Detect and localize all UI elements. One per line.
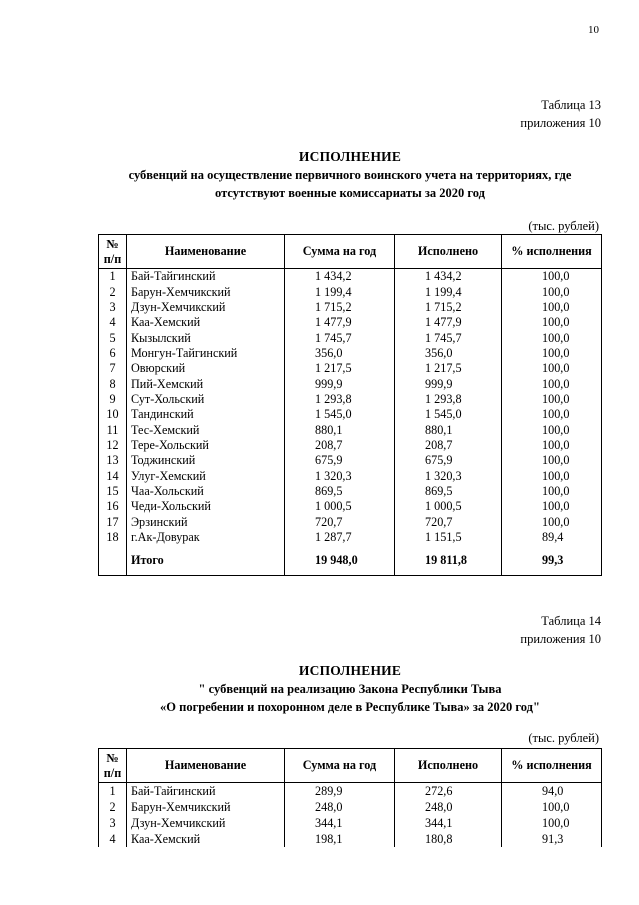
cell-name: Тере-Хольский [127,438,285,453]
cell-num: 14 [99,468,127,483]
table14-units: (тыс. рублей) [528,731,599,745]
cell-done: 1 745,7 [395,330,502,345]
cell-done: 1 320,3 [395,468,502,483]
cell-done: 1 477,9 [395,315,502,330]
col-header-num: № п/п [99,749,127,783]
cell-done: 208,7 [395,438,502,453]
cell-num: 17 [99,515,127,530]
col-header-name: Наименование [127,749,285,783]
cell-name: Тес-Хемский [127,422,285,437]
cell-done: 1 000,5 [395,499,502,514]
cell-sum: 999,9 [285,376,395,391]
cell-name: Каа-Хемский [127,831,285,847]
table-row [99,346,602,361]
cell-sum: 720,7 [285,515,395,530]
table-row [99,799,602,815]
cell-num: 9 [99,392,127,407]
cell-num: 4 [99,315,127,330]
table14-caption-line1: Таблица 14 [541,614,601,628]
cell-name: Барун-Хемчикский [127,284,285,299]
col-header-done: Исполнено [395,749,502,783]
cell-name: Тандинский [127,407,285,422]
cell-sum: 1 293,8 [285,392,395,407]
cell-done: 1 434,2 [395,269,502,285]
cell-sum: 675,9 [285,453,395,468]
cell-sum: 198,1 [285,831,395,847]
cell-pct: 100,0 [502,376,602,391]
cell-num: 2 [99,799,127,815]
cell-num: 11 [99,422,127,437]
cell-done: 1 199,4 [395,284,502,299]
cell-sum: 1 745,7 [285,330,395,345]
cell-num: 1 [99,269,127,285]
table14-header-row [99,749,602,783]
cell-num: 3 [99,300,127,315]
table-row [99,422,602,437]
table-row [99,330,602,345]
cell-pct: 100,0 [502,269,602,285]
cell-num: 13 [99,453,127,468]
cell-name: Эрзинский [127,515,285,530]
cell-name: Дзун-Хемчикский [127,815,285,831]
col-header-sum: Сумма на год [285,749,395,783]
cell-sum: 1 545,0 [285,407,395,422]
table-row [99,392,602,407]
cell-pct: 100,0 [502,346,602,361]
table-row [99,453,602,468]
cell-name: Чаа-Хольский [127,484,285,499]
table13-title [80,148,620,202]
cell-pct: 100,0 [502,407,602,422]
cell-done: 1 545,0 [395,407,502,422]
cell-done: 999,9 [395,376,502,391]
total-cell-name: Итого [127,545,285,576]
col-header-name: Наименование [127,235,285,269]
cell-name: Барун-Хемчикский [127,799,285,815]
table-row [99,284,602,299]
cell-done: 248,0 [395,799,502,815]
cell-num: 8 [99,376,127,391]
cell-sum: 1 477,9 [285,315,395,330]
table-row [99,315,602,330]
table14-caption-line2: приложения 10 [520,632,601,646]
col-header-done: Исполнено [395,235,502,269]
cell-pct: 100,0 [502,453,602,468]
cell-num: 2 [99,284,127,299]
cell-num: 18 [99,530,127,545]
table-row [99,300,602,315]
table-row [99,484,602,499]
table-row [99,361,602,376]
cell-done: 1 293,8 [395,392,502,407]
cell-name: Бай-Тайгинский [127,269,285,285]
table-row [99,468,602,483]
cell-num: 5 [99,330,127,345]
cell-pct: 100,0 [502,300,602,315]
cell-num: 7 [99,361,127,376]
cell-pct: 100,0 [502,515,602,530]
cell-sum: 289,9 [285,783,395,800]
cell-name: Монгун-Тайгинский [127,346,285,361]
table13-header-row [99,235,602,269]
cell-name: Кызылский [127,330,285,345]
total-cell-sum: 19 948,0 [285,545,395,576]
cell-pct: 100,0 [502,422,602,437]
table13-title-line3: отсутствуют военные комиссариаты за 2020 год [215,186,485,200]
table-row [99,831,602,847]
table-row [99,407,602,422]
cell-pct: 94,0 [502,783,602,800]
cell-num: 15 [99,484,127,499]
cell-pct: 100,0 [502,315,602,330]
cell-pct: 100,0 [502,361,602,376]
table13-caption-line2: приложения 10 [520,116,601,130]
cell-name: Улуг-Хемский [127,468,285,483]
table14-caption [520,612,601,648]
cell-sum: 1 320,3 [285,468,395,483]
cell-pct: 100,0 [502,438,602,453]
table-row [99,376,602,391]
cell-num: 6 [99,346,127,361]
page-number: 10 [588,24,599,36]
cell-num: 12 [99,438,127,453]
table-row [99,269,602,285]
table-row [99,438,602,453]
cell-done: 720,7 [395,515,502,530]
cell-sum: 356,0 [285,346,395,361]
col-header-pct: % исполнения [502,235,602,269]
table13 [98,234,602,576]
cell-name: Тоджинский [127,453,285,468]
table-row [99,815,602,831]
cell-pct: 100,0 [502,284,602,299]
table14-title-line1: ИСПОЛНЕНИЕ [298,663,402,678]
cell-sum: 1 199,4 [285,284,395,299]
cell-done: 1 715,2 [395,300,502,315]
total-cell-done: 19 811,8 [395,545,502,576]
cell-done: 1 217,5 [395,361,502,376]
cell-name: Дзун-Хемчикский [127,300,285,315]
table14-title-line2: " субвенций на реализацию Закона Республики Тыва [198,682,502,696]
cell-done: 344,1 [395,815,502,831]
table-row [99,530,602,545]
cell-done: 180,8 [395,831,502,847]
col-header-num: № п/п [99,235,127,269]
table13-caption-line1: Таблица 13 [541,98,601,112]
cell-sum: 1 217,5 [285,361,395,376]
cell-done: 1 151,5 [395,530,502,545]
table13-caption [520,96,601,132]
cell-pct: 100,0 [502,468,602,483]
cell-num: 4 [99,831,127,847]
cell-pct: 89,4 [502,530,602,545]
cell-done: 869,5 [395,484,502,499]
table-row [99,783,602,800]
cell-sum: 208,7 [285,438,395,453]
cell-sum: 344,1 [285,815,395,831]
cell-sum: 1 000,5 [285,499,395,514]
cell-name: г.Ак-Довурак [127,530,285,545]
total-cell-num [99,545,127,576]
col-header-pct: % исполнения [502,749,602,783]
cell-sum: 248,0 [285,799,395,815]
cell-pct: 100,0 [502,815,602,831]
cell-name: Сут-Хольский [127,392,285,407]
cell-done: 880,1 [395,422,502,437]
table-row [99,515,602,530]
cell-sum: 869,5 [285,484,395,499]
cell-sum: 1 287,7 [285,530,395,545]
total-cell-pct: 99,3 [502,545,602,576]
table13-title-line1: ИСПОЛНЕНИЕ [298,149,402,164]
cell-done: 675,9 [395,453,502,468]
cell-num: 16 [99,499,127,514]
table14 [98,748,602,847]
cell-num: 10 [99,407,127,422]
table14-title [80,662,620,716]
cell-num: 3 [99,815,127,831]
cell-name: Каа-Хемский [127,315,285,330]
cell-pct: 100,0 [502,392,602,407]
cell-name: Чеди-Хольский [127,499,285,514]
cell-pct: 100,0 [502,499,602,514]
cell-name: Овюрский [127,361,285,376]
cell-pct: 100,0 [502,484,602,499]
total-row [99,545,602,576]
col-header-sum: Сумма на год [285,235,395,269]
cell-sum: 880,1 [285,422,395,437]
table13-title-line2: субвенций на осуществление первичного воинского учета на территориях, где [128,168,572,182]
cell-sum: 1 715,2 [285,300,395,315]
cell-num: 1 [99,783,127,800]
cell-name: Бай-Тайгинский [127,783,285,800]
cell-pct: 100,0 [502,330,602,345]
table13-units: (тыс. рублей) [528,219,599,233]
cell-done: 272,6 [395,783,502,800]
cell-name: Пий-Хемский [127,376,285,391]
cell-pct: 100,0 [502,799,602,815]
cell-pct: 91,3 [502,831,602,847]
table-row [99,499,602,514]
table14-title-line3: «О погребении и похоронном деле в Республике Тыва» за 2020 год" [160,700,540,714]
cell-done: 356,0 [395,346,502,361]
cell-sum: 1 434,2 [285,269,395,285]
